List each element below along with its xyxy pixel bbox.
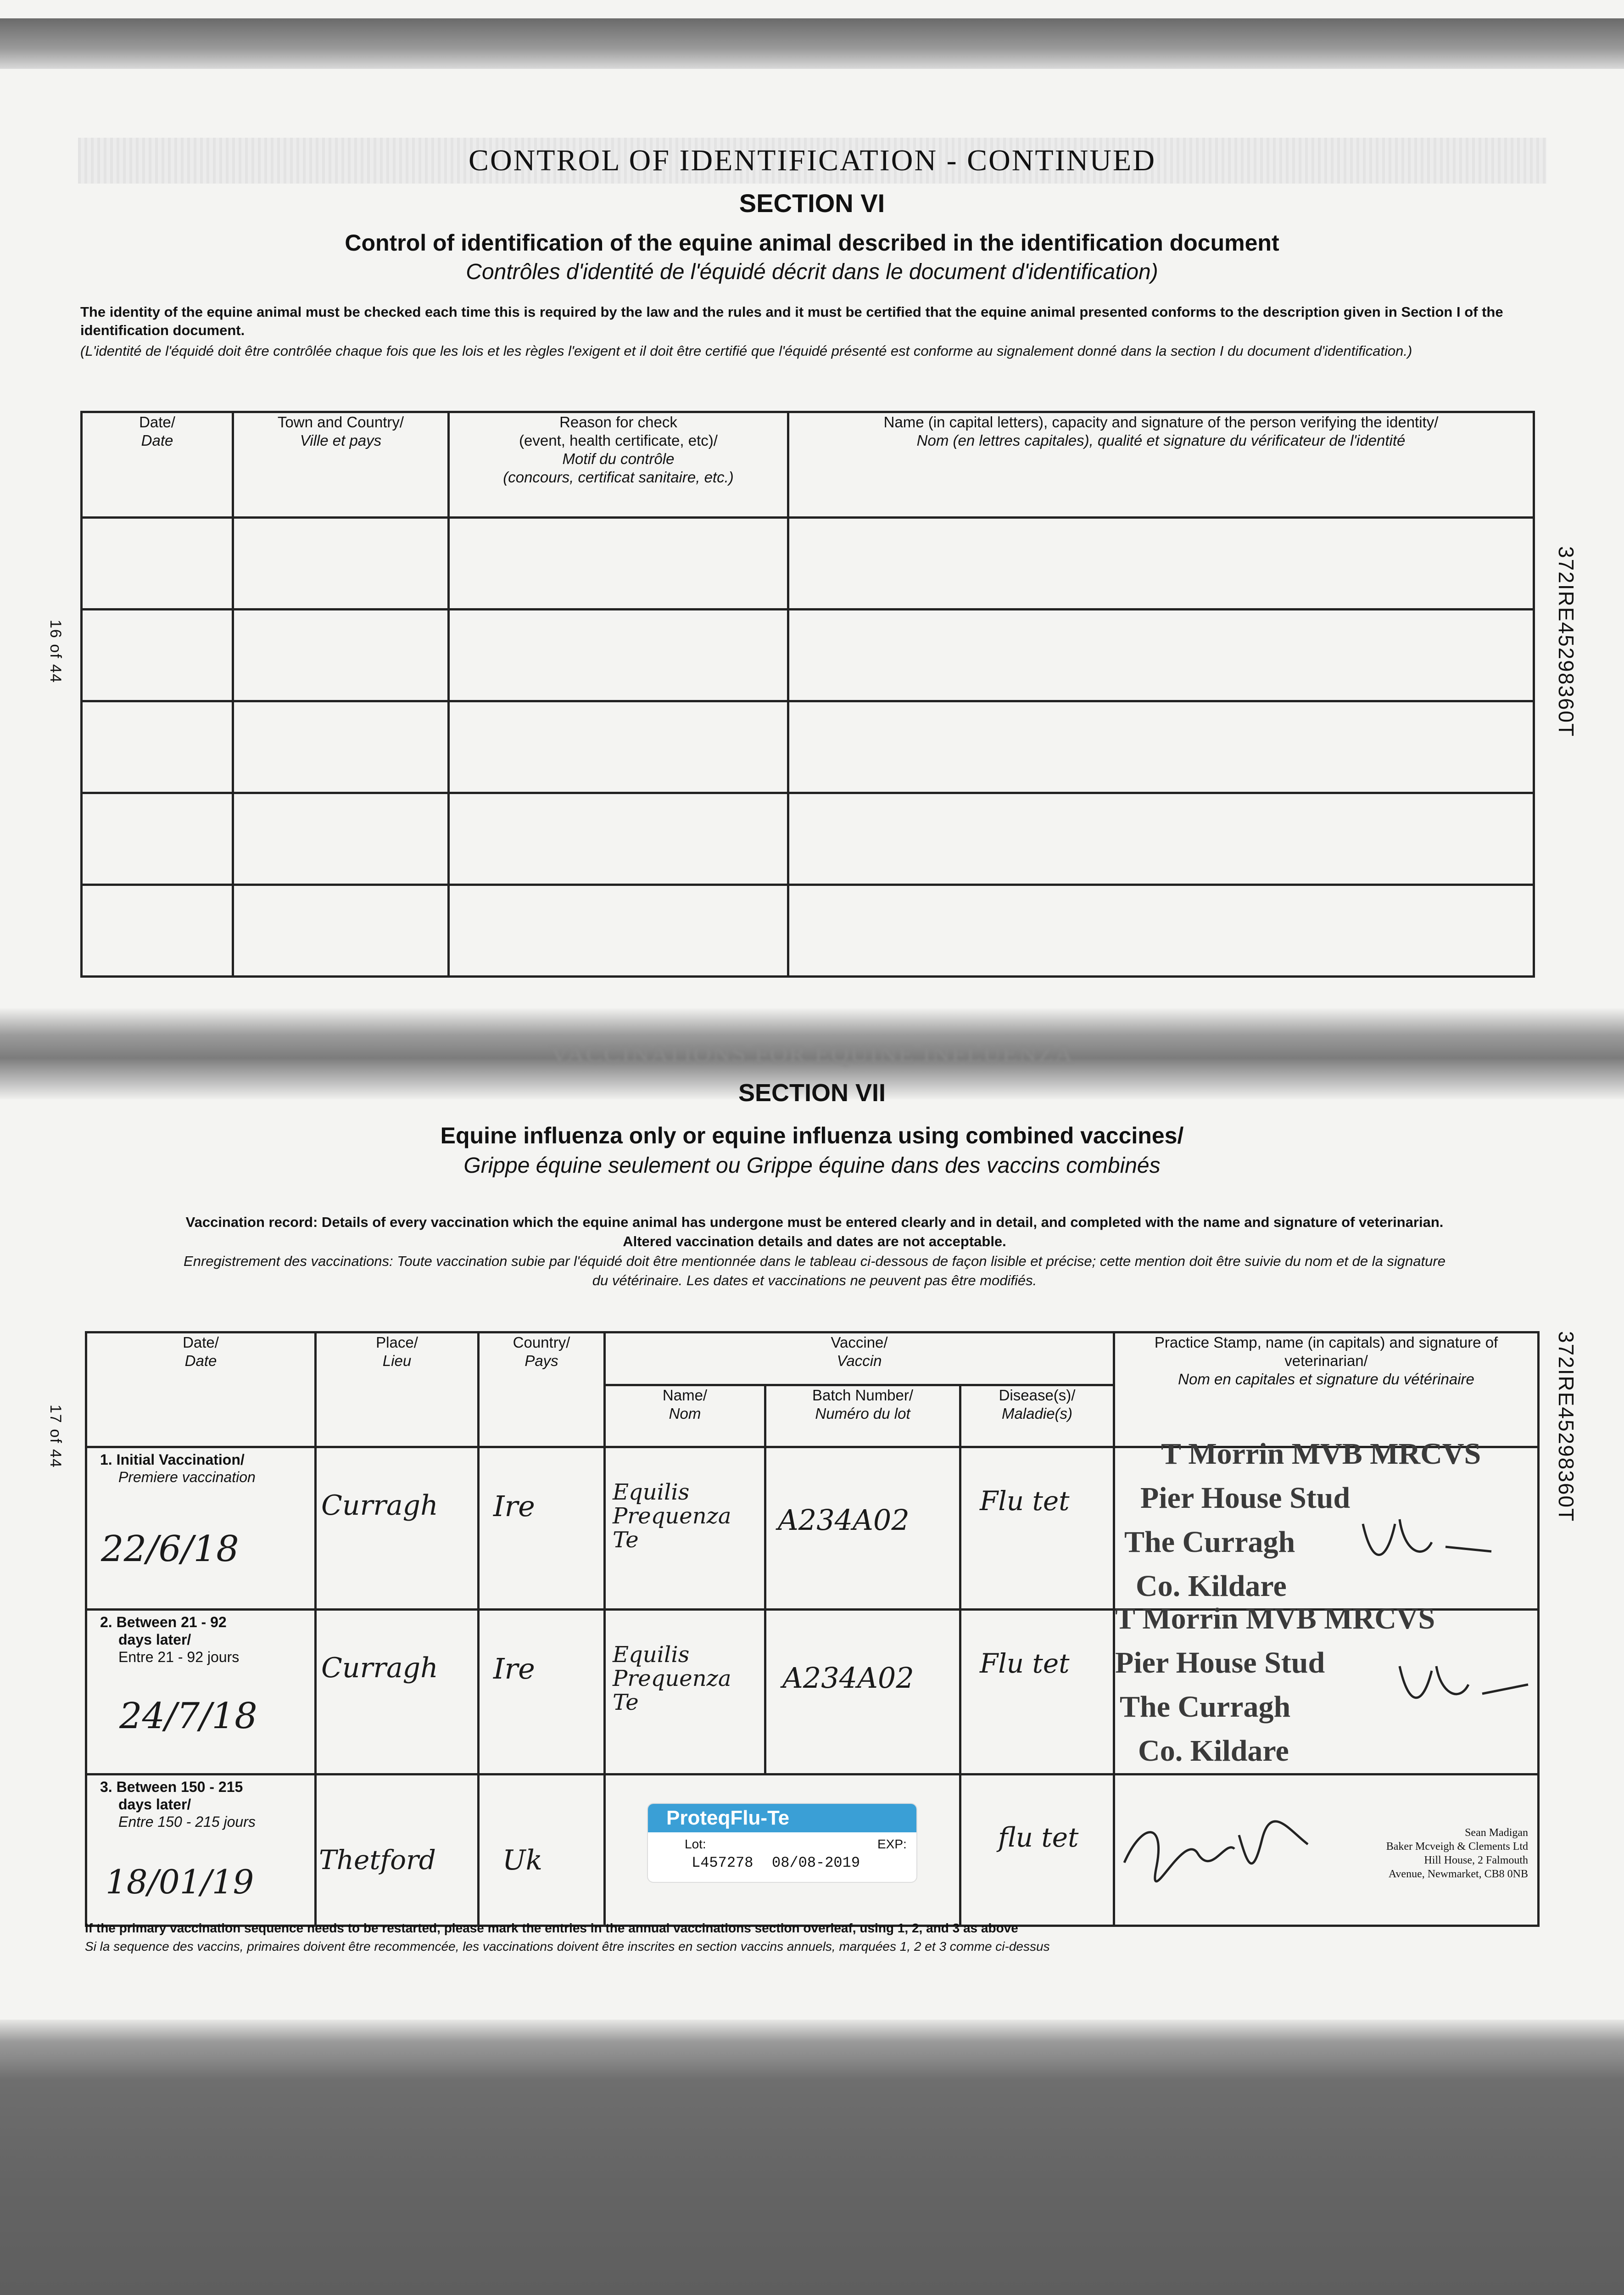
signature-icon: [1395, 1657, 1533, 1717]
row-2-vaccine-name: Equilis Prequenza Te: [605, 1610, 765, 1774]
row-1-practice-stamp: T Morrin MVB MRCVS Pier House Stud The Curragh Co. Kildare: [1114, 1447, 1539, 1610]
row-3-place: Thetford: [316, 1774, 479, 1926]
col-header-practice: Practice Stamp, name (in capitals) and signature of veterinarian/ Nom en capitales et signature du vétérinaire: [1114, 1332, 1539, 1447]
section-vi-heading: SECTION VI: [739, 189, 885, 218]
page-number-bottom: 17 of 44: [47, 1405, 64, 1468]
section-vi-subtitle-fr: Contrôles d'identité de l'équidé décrit dans le document d'identification): [466, 260, 1158, 284]
col-header-town: Town and Country/ Ville et pays: [233, 412, 449, 518]
vaccination-table: [85, 1331, 1540, 1927]
section-vii-subtitle-en: Equine influenza only or equine influenza using combined vaccines/: [440, 1123, 1184, 1148]
col-header-reason: Reason for check (event, health certificate, etc)/ Motif du contrôle (concours, certificat sanitaire, etc.): [449, 412, 788, 518]
document-id-bottom: 372IRE45298360T: [1554, 1331, 1578, 1523]
row-3-date: 18/01/19: [106, 1863, 254, 1901]
row-2-practice-stamp: T Morrin MVB MRCVS Pier House Stud The Curragh Co. Kildare: [1114, 1610, 1539, 1774]
table-row: [82, 793, 1534, 885]
row-1-disease: Flu tet: [960, 1447, 1114, 1610]
col-header-batch: Batch Number/ Numéro du lot: [765, 1385, 960, 1447]
table-row: [86, 1610, 1539, 1774]
row-1-date-cell: 1. Initial Vaccination/ Premiere vaccination 22/6/18: [86, 1447, 316, 1610]
col-header-date: Date/ Date: [86, 1332, 316, 1447]
section-vi-subtitle-en: Control of identification of the equine animal described in the identification document: [345, 230, 1279, 256]
row-3-vaccine-label: [605, 1774, 960, 1926]
row-1-place: Curragh: [316, 1447, 479, 1610]
vet-signature-icon: [1115, 1812, 1317, 1886]
col-header-place: Place/ Lieu: [316, 1332, 479, 1447]
vaccination-record-en: Vaccination record: Details of every vaccination which the equine animal has undergone must be entered clearly and in detail, and completed with the name and signature of veterinarian. Altered vaccination details and dates are not acceptable.: [185, 1214, 1444, 1249]
section-vi-intro-fr: (L'identité de l'équidé doit être contrôlée chaque fois que les lois et les règles l'exigent et il doit être certifié que l'équidé présenté est conforme au signalement donné dans la section I du document d'identification.): [80, 343, 1412, 359]
table-row: [86, 1774, 1539, 1926]
row-3-practice-stamp: [1114, 1774, 1539, 1926]
table-row: [82, 701, 1534, 793]
row-2-date: 24/7/18: [119, 1696, 257, 1737]
footnote-en: If the primary vaccination sequence needs to be restarted, please mark the entries in the annual vaccinations section overleaf, using 1, 2, and 3 as above: [85, 1921, 1018, 1935]
col-header-disease: Disease(s)/ Maladie(s): [960, 1385, 1114, 1447]
col-header-country: Country/ Pays: [479, 1332, 605, 1447]
expiry-date: 08/08-2019: [772, 1854, 860, 1871]
vaccination-record-fr: Enregistrement des vaccinations: Toute vaccination subie par l'équidé doit être mentionnée dans le tableau ci-dessous de façon lisible et précise; cette mention doit être suivie du nom et de la signature du vétérinaire. Les dates et vaccinations ne peuvent pas être modifiés.: [184, 1253, 1445, 1288]
row-2-country: Ire: [479, 1610, 605, 1774]
table-row: [82, 885, 1534, 977]
row-3-date-cell: 3. Between 150 - 215 days later/ Entre 150 - 215 jours 18/01/19: [86, 1774, 316, 1926]
top-scan-edge: [0, 18, 1624, 69]
row-1-country: Ire: [479, 1447, 605, 1610]
proteq-logo: ProteqFlu-Te: [666, 1807, 790, 1829]
faded-section-title: VACCINATIONS FOR EQUINE INFLUENZA: [550, 1040, 1074, 1068]
page-title: CONTROL OF IDENTIFICATION - CONTINUED: [78, 138, 1546, 184]
row-2-disease: Flu tet: [960, 1610, 1114, 1774]
page-number-top: 16 of 44: [47, 620, 64, 683]
identity-check-table: [80, 411, 1535, 978]
section-vii-subtitle-fr: Grippe équine seulement ou Grippe équine dans des vaccins combinés: [463, 1153, 1161, 1178]
row-3-country: Uk: [479, 1774, 605, 1926]
vet-address-stamp: Sean Madigan Baker Mcveigh & Clements Ltd Hill House, 2 Falmouth Avenue, Newmarket, CB8 0NB: [1386, 1827, 1529, 1880]
table-row: [86, 1447, 1539, 1610]
row-3-disease: flu tet: [960, 1774, 1114, 1926]
row-1-batch: A234A02: [765, 1447, 960, 1610]
row-2-batch: A234A02: [765, 1610, 960, 1774]
col-header-date: Date/ Date: [82, 412, 233, 518]
row-2-place: Curragh: [316, 1610, 479, 1774]
col-header-name: Name (in capital letters), capacity and signature of the person verifying the identity/ Nom (en lettres capitales), qualité et signature du vérificateur de l'identité: [788, 412, 1534, 518]
section-vi-intro-en: The identity of the equine animal must be checked each time this is required by the law and the rules and it must be certified that the equine animal presented conforms to the description given in Section I of the identification document.: [80, 304, 1503, 338]
col-header-vaccine-name: Name/ Nom: [605, 1385, 765, 1447]
vaccine-sticker: ProteqFlu-Te Lot: EXP: L457278 08/08-2019: [647, 1803, 917, 1883]
row-1-date: 22/6/18: [101, 1528, 239, 1570]
lot-number: L457278: [692, 1854, 753, 1871]
table-row: [82, 610, 1534, 701]
footnote-fr: Si la sequence des vaccins, primaires doivent être recommencée, les vaccinations doivent être inscrites en section vaccins annuels, marquées 1, 2 et 3 comme ci-dessus: [85, 1939, 1050, 1954]
col-header-vaccine: Vaccine/ Vaccin: [605, 1332, 1114, 1385]
bottom-scan-edge: [0, 2020, 1624, 2295]
signature-icon: [1354, 1510, 1501, 1574]
row-2-date-cell: 2. Between 21 - 92 days later/ Entre 21 - 92 jours 24/7/18: [86, 1610, 316, 1774]
document-id-top: 372IRE45298360T: [1554, 546, 1578, 738]
table-row: [82, 518, 1534, 610]
row-1-vaccine-name: Equilis Prequenza Te: [605, 1447, 765, 1610]
section-vii-heading: SECTION VII: [738, 1079, 886, 1107]
